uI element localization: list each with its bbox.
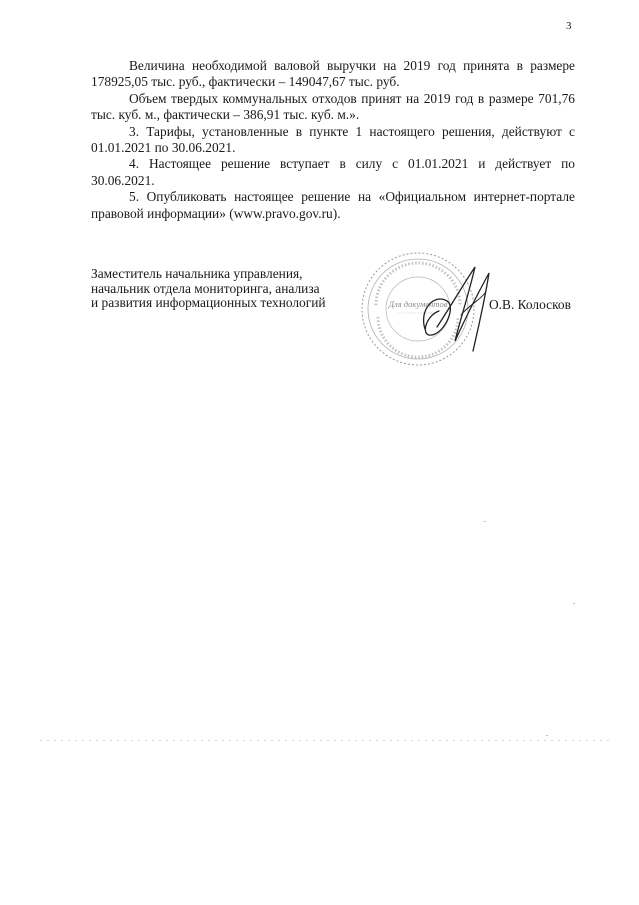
page-number: 3 — [566, 20, 572, 32]
scan-artifact-dot — [573, 603, 575, 604]
document-body — [91, 58, 575, 222]
scan-artifact-dot — [546, 735, 548, 736]
paragraph-revenue: Величина необходимой валовой выручки на 2019 год принята в размере 178925,05 тыс. руб., фактически – 149047,67 тыс. руб. — [91, 58, 575, 90]
signatory-name: О.В. Колосков — [489, 297, 571, 312]
stamp-text: Для документов — [388, 299, 448, 309]
paragraph-effective-date: 4. Настоящее решение вступает в силу с 01.01.2021 и действует по 30.06.2021. — [91, 156, 575, 188]
scan-artifact-line — [40, 740, 610, 741]
paragraph-tariffs: 3. Тарифы, установленные в пункте 1 настоящего решения, действуют с 01.01.2021 по 30.06.2021. — [91, 123, 575, 156]
paragraph-publish: 5. Опубликовать настоящее решение на «Официальном интернет-портале правовой информации» (www.pravo.gov.ru). — [91, 189, 575, 221]
paragraph-waste-volume: Объем твердых коммунальных отходов принят на 2019 год в размере 701,76 тыс. куб. м., фактически – 386,91 тыс. куб. м.». — [91, 90, 575, 123]
signature-block — [91, 267, 581, 372]
position-line: начальник отдела мониторинга, анализа — [91, 280, 320, 296]
position-line: Заместитель начальника управления, — [91, 266, 303, 281]
signatory-position — [91, 267, 326, 311]
position-line: и развития информационных технологий — [91, 295, 326, 311]
scan-artifact-dot — [484, 521, 486, 522]
